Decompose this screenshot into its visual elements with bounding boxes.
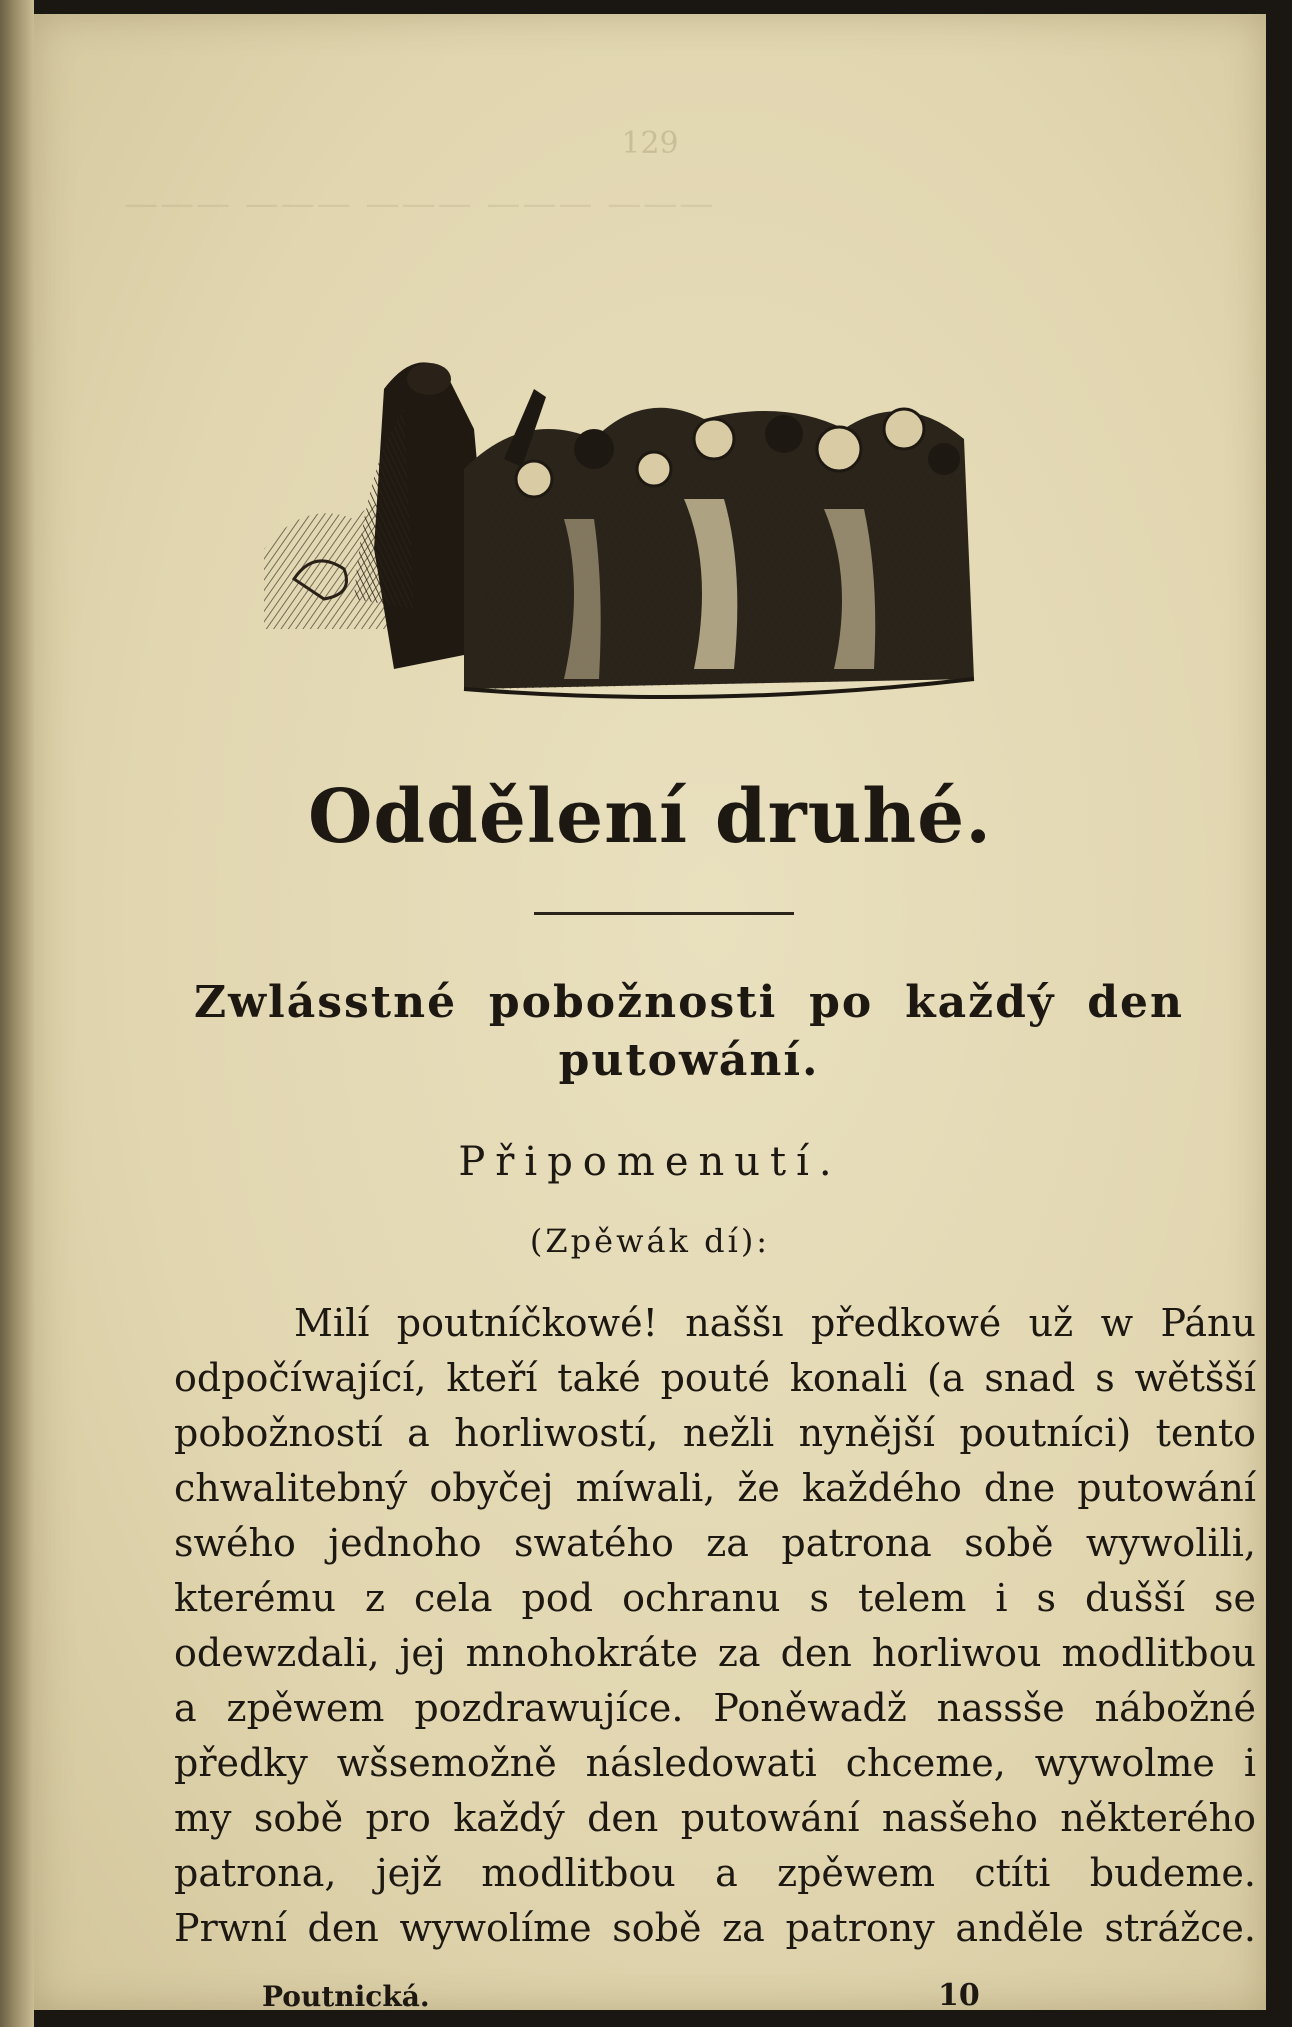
book-spine-edge xyxy=(0,0,34,2027)
body-line: chwalitebný obyčej míwali, že každého dne putowání xyxy=(174,1466,1256,1510)
section-subtitle xyxy=(194,974,1184,1090)
body-line: pobožností a horliwostí, nežli nynější poutníci) tento xyxy=(174,1411,1256,1455)
sheet-number: 10 xyxy=(938,1978,980,2013)
body-line: kterému z cela pod ochranu s telem i s dušší se xyxy=(174,1576,1256,1620)
speaker-note: (Zpěwák dí): xyxy=(529,1222,771,1260)
body-line: odewzdali, jej mnohokráte za den horliwou modlitbou xyxy=(174,1631,1256,1675)
page-number: 129 xyxy=(621,126,679,161)
body-line: Prwní den wywolíme sobě za patrony anděle strážce. xyxy=(174,1906,1256,1950)
title-divider xyxy=(534,912,794,915)
body-line: a zpěwem pozdrawujíce. Poněwadž nassše nábožné xyxy=(174,1686,1256,1730)
body-line: odpočíwající, kteří také pouté konali (a snad s wětšší xyxy=(174,1356,1256,1400)
subtitle-line-1: Zwlásstné pobožnosti po každý den xyxy=(194,977,1184,1028)
book-page xyxy=(34,14,1266,2010)
subtitle-line-2: putowání. xyxy=(558,1035,820,1086)
body-text xyxy=(174,1296,1256,1956)
reminder-heading: Připomenutí. xyxy=(458,1139,842,1185)
body-line: patrona, jejž modlitbou a zpěwem ctíti budeme. xyxy=(174,1851,1256,1895)
body-line: my sobě pro každý den putowání nasšeho některého xyxy=(174,1796,1256,1840)
pilgrims-engraving xyxy=(264,349,984,719)
section-title: Oddělení druhé. xyxy=(307,774,993,860)
body-line: předky wšsemožně následowati chceme, wywolme i xyxy=(174,1741,1256,1785)
bleed-through-text: ——— ——— ——— ——— ——— xyxy=(124,184,716,224)
body-line: swého jednoho swatého za patrona sobě wywolili, xyxy=(174,1521,1256,1565)
body-line: Milí poutníčkowé! naššı předkowé už w Pánu xyxy=(294,1301,1256,1345)
signature-mark: Poutnická. xyxy=(262,1980,430,2013)
